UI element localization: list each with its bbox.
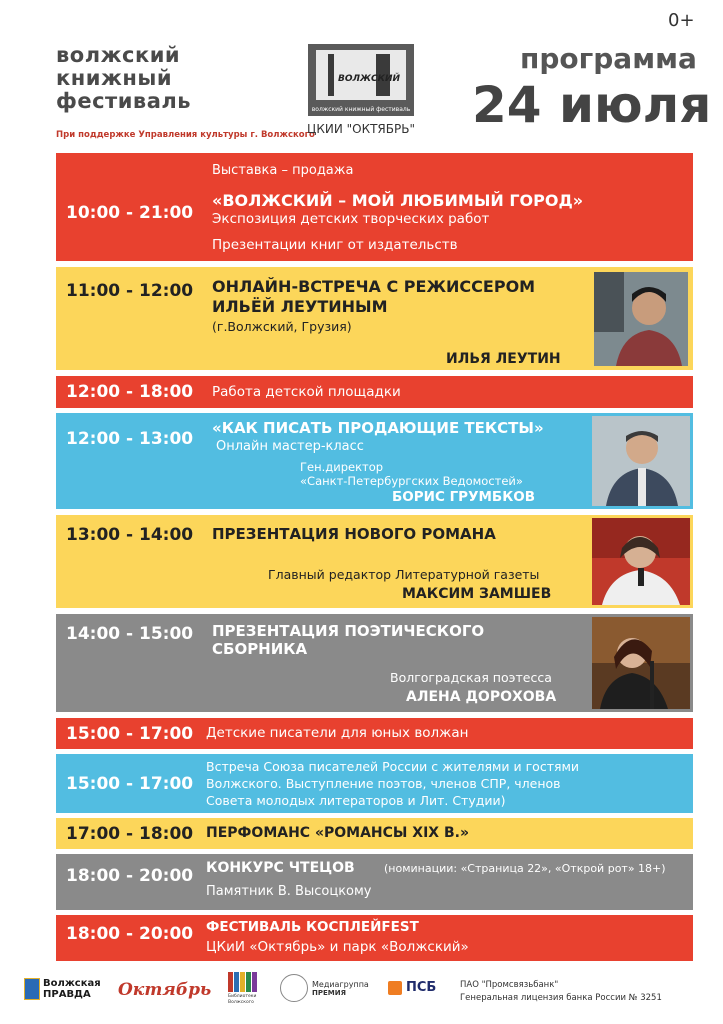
festival-title-line3: фестиваль [56,89,192,113]
event-line: Встреча Союза писателей России с жителями и гостями [206,759,580,774]
logo-premiya [280,974,369,1002]
event-time: 15:00 - 17:00 [66,774,194,794]
event-time: 18:00 - 20:00 [66,924,194,944]
logo-psb-text: ПСБ [406,980,437,995]
event-row [56,413,693,509]
event-row [56,854,693,910]
event-time: 11:00 - 12:00 [66,281,194,301]
event-time: 18:00 - 20:00 [66,866,194,886]
speaker-photo [592,617,690,709]
event-title: ПРЕЗЕНТАЦИЯ НОВОГО РОМАНА [212,525,496,543]
event-row [56,515,693,608]
event-title: СБОРНИКА [212,640,308,658]
event-row [56,754,693,813]
festival-logo [308,44,414,116]
event-row [56,915,693,961]
event-title: «КАК ПИСАТЬ ПРОДАЮЩИЕ ТЕКСТЫ» [212,419,544,437]
event-time: 12:00 - 13:00 [66,429,194,449]
event-line: Ген.директор [300,460,384,474]
event-time: 17:00 - 18:00 [66,824,194,844]
event-line: (номинации: «Страница 22», «Открой рот» 18+) [384,862,666,875]
bank-license-text: Генеральная лицензия банка России № 3251 [460,993,662,1003]
speaker-photo [594,272,688,366]
event-line: «Санкт-Петербургских Ведомостей» [300,474,523,488]
event-line: Волгоградская поэтесса [390,670,552,685]
event-line: Работа детской площадки [212,384,401,400]
event-row [56,718,693,749]
speaker-name: МАКСИМ ЗАМШЕВ [402,586,552,602]
logo-premiya-line1: Медиагруппа [312,979,369,989]
event-time: 10:00 - 21:00 [66,203,194,223]
event-line: Презентации книг от издательств [212,237,458,253]
program-label: программа [520,42,697,75]
event-title: «ВОЛЖСКИЙ – МОЙ ЛЮБИМЫЙ ГОРОД» [212,191,584,210]
event-line: (г.Волжский, Грузия) [212,319,352,334]
event-row [56,818,693,849]
support-note: При поддержке Управления культуры г. Волжского [56,130,315,140]
bank-name: ПАО "Промсвязьбанк" [460,980,559,990]
event-title: ПРЕЗЕНТАЦИЯ ПОЭТИЧЕСКОГО [212,622,485,640]
event-line: Экспозиция детских творческих работ [212,211,490,227]
event-line: Памятник В. Высоцкому [206,884,372,899]
event-line: Совета молодых литераторов и Лит. Студии) [206,793,506,808]
festival-title [56,44,191,113]
logo-caption: волжский книжный фестиваль [311,106,411,113]
event-time: 13:00 - 14:00 [66,525,194,545]
event-row [56,267,693,370]
logo-volzhskaya-pravda [24,978,103,1000]
speaker-name: АЛЕНА ДОРОХОВА [406,689,557,705]
event-row [56,614,693,712]
logo-volzhskaya-pravda-text: Волжская ПРАВДА [43,978,101,1000]
logo-psb [388,980,436,995]
event-time: 12:00 - 18:00 [66,382,194,402]
bank-license [460,980,662,1003]
logo-word: ВОЛЖСКИЙ [338,74,401,84]
logo-oktyabr: Октябрь [118,980,212,1000]
event-time: 15:00 - 17:00 [66,724,194,744]
festival-title-line1: волжский [56,43,181,67]
speaker-name: БОРИС ГРУМБКОВ [392,489,535,505]
event-title: КОНКУРС ЧТЕЦОВ [206,860,355,876]
speaker-name: ИЛЬЯ ЛЕУТИН [446,351,561,367]
event-row [56,153,693,261]
program-date: 24 июля [472,76,712,134]
logo-libraries-text: Библиотеки Волжского [228,994,257,1005]
event-line: Детские писатели для юных волжан [206,725,469,741]
event-line: ЦКиИ «Октябрь» и парк «Волжский» [206,939,469,955]
event-line: Онлайн мастер-класс [216,439,364,454]
speaker-photo [592,518,690,605]
event-line: Волжского. Выступление поэтов, членов СПР, членов [206,776,561,791]
event-title: ИЛЬЁЙ ЛЕУТИНЫМ [212,297,388,316]
event-line: Выставка – продажа [212,163,354,178]
event-time: 14:00 - 15:00 [66,624,194,644]
logo-premiya-line2: ПРЕМИЯ [312,988,346,997]
event-title: ПЕРФОМАНС «РОМАНСЫ XIX В.» [206,825,470,841]
speaker-photo [592,416,690,506]
event-row [56,376,693,408]
event-title: ФЕСТИВАЛЬ КОСПЛЕЙFEST [206,919,419,935]
venue-label: ЦКИИ "ОКТЯБРЬ" [307,122,415,136]
logo-libraries [228,972,264,1006]
age-rating: 0+ [668,10,695,31]
event-title: ОНЛАЙН-ВСТРЕЧА С РЕЖИССЕРОМ [212,277,536,296]
event-line: Главный редактор Литературной газеты [268,567,540,582]
festival-title-line2: книжный [56,66,173,90]
